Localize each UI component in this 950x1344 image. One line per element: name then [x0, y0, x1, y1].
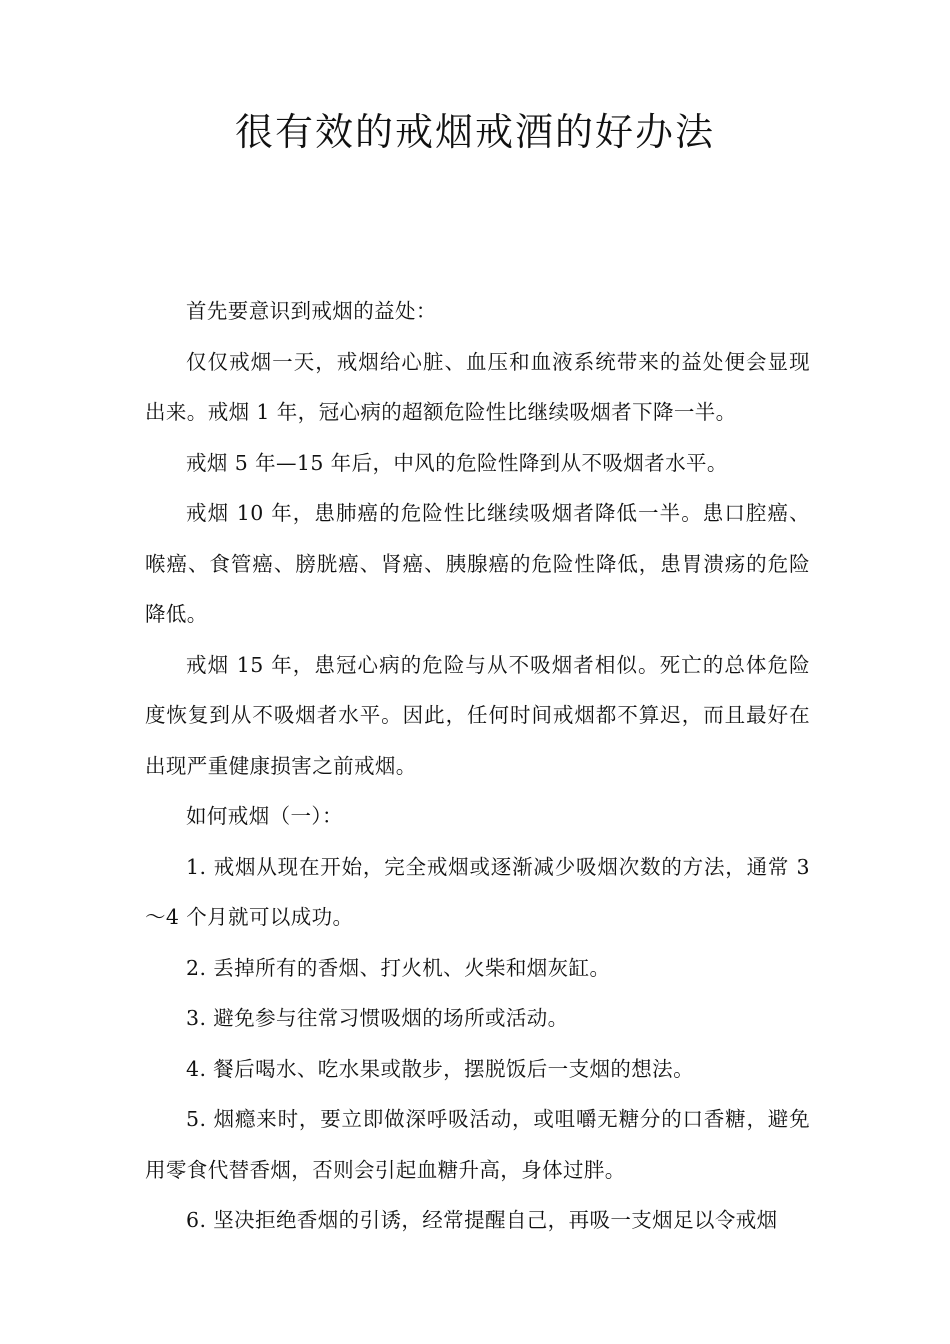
- paragraph-benefits-intro: 首先要意识到戒烟的益处：: [186, 299, 437, 323]
- paragraph-one-day: 仅仅戒烟一天，戒烟给心脏、血压和血液系统带来的益处便会显现出来。戒烟 1 年，冠心病的超额危险性比继续吸烟者下降一半。: [145, 349, 810, 424]
- list-item-1: 1. 戒烟从现在开始，完全戒烟或逐渐减少吸烟次数的方法，通常 3～4 个月就可以成功。: [145, 854, 810, 929]
- section-heading-how-to-quit: 如何戒烟（一）：: [186, 804, 343, 828]
- paragraph-fifteen-years: 戒烟 15 年，患冠心病的危险与从不吸烟者相似。死亡的总体危险度恢复到从不吸烟者水平。因此，任何时间戒烟都不算迟，而且最好在出现严重健康损害之前戒烟。: [145, 652, 810, 778]
- paragraph-ten-years: 戒烟 10 年，患肺癌的危险性比继续吸烟者降低一半。患口腔癌、喉癌、食管癌、膀胱癌、肾癌、胰腺癌的危险性降低，患胃溃疡的危险降低。: [145, 501, 810, 626]
- paragraph-five-years: 戒烟 5 年—15 年后，中风的危险性降到从不吸烟者水平。: [186, 450, 728, 475]
- document-body: [145, 286, 810, 1246]
- list-item-5: 5. 烟瘾来时，要立即做深呼吸活动，或咀嚼无糖分的口香糖，避免用零食代替香烟，否则会引起血糖升高，身体过胖。: [145, 1107, 810, 1182]
- list-item-4: 4. 餐后喝水、吃水果或散步，摆脱饭后一支烟的想法。: [186, 1056, 694, 1081]
- document-title: 很有效的戒烟戒酒的好办法: [234, 110, 715, 154]
- list-item-6: 6. 坚决拒绝香烟的引诱，经常提醒自己，再吸一支烟足以令戒烟: [186, 1208, 778, 1232]
- list-item-2: 2. 丢掉所有的香烟、打火机、火柴和烟灰缸。: [186, 955, 611, 980]
- list-item-3: 3. 避免参与往常习惯吸烟的场所或活动。: [186, 1006, 569, 1030]
